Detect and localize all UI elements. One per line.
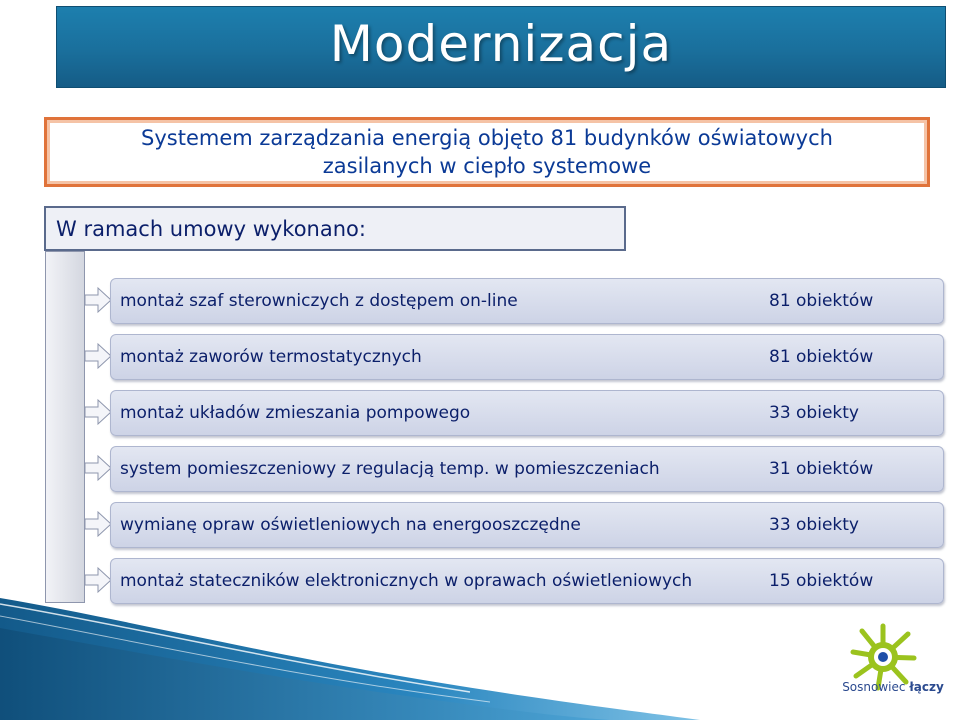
item-value: 15 obiektów — [769, 571, 874, 591]
list-item — [110, 502, 944, 548]
item-label: wymianę opraw oświetleniowych na energooszczędne — [120, 515, 581, 535]
item-label: montaż szaf sterowniczych z dostępem on-line — [120, 291, 518, 311]
headline-line-1: Systemem zarządzania energią objęto 81 budynków oświatowych — [141, 126, 833, 150]
item-label: montaż zaworów termostatycznych — [120, 347, 422, 367]
title-banner — [56, 6, 946, 88]
item-label: montaż układów zmieszania pompowego — [120, 403, 471, 423]
bottom-swoosh-decoration — [0, 598, 960, 720]
item-value: 33 obiekty — [769, 403, 859, 423]
arrow-right-icon — [84, 286, 112, 314]
item-value: 81 obiektów — [769, 347, 874, 367]
item-value: 81 obiektów — [769, 291, 874, 311]
logo-word-1: Sosnowiec — [842, 680, 906, 694]
section-header — [44, 206, 626, 251]
list-item — [110, 390, 944, 436]
arrow-right-icon — [84, 566, 112, 594]
list-item — [110, 278, 944, 324]
headline-box — [44, 117, 930, 187]
arrow-right-icon — [84, 510, 112, 538]
item-label: montaż stateczników elektronicznych w oprawach oświetleniowych — [120, 571, 693, 591]
item-label: system pomieszczeniowy z regulacją temp. w pomieszczeniach — [120, 459, 660, 479]
list-item — [110, 446, 944, 492]
headline-line-2: zasilanych w ciepło systemowe — [322, 154, 652, 178]
connector-bar — [45, 251, 85, 603]
arrow-right-icon — [84, 398, 112, 426]
section-label: W ramach umowy wykonano: — [56, 216, 366, 241]
list-item — [110, 334, 944, 380]
item-value: 31 obiektów — [769, 459, 874, 479]
arrow-right-icon — [84, 342, 112, 370]
logo-word-2: łączy — [909, 680, 944, 694]
arrow-right-icon — [84, 454, 112, 482]
item-value: 33 obiekty — [769, 515, 859, 535]
page-title: Modernizacja — [329, 15, 673, 73]
logo-wordmark — [826, 680, 960, 694]
